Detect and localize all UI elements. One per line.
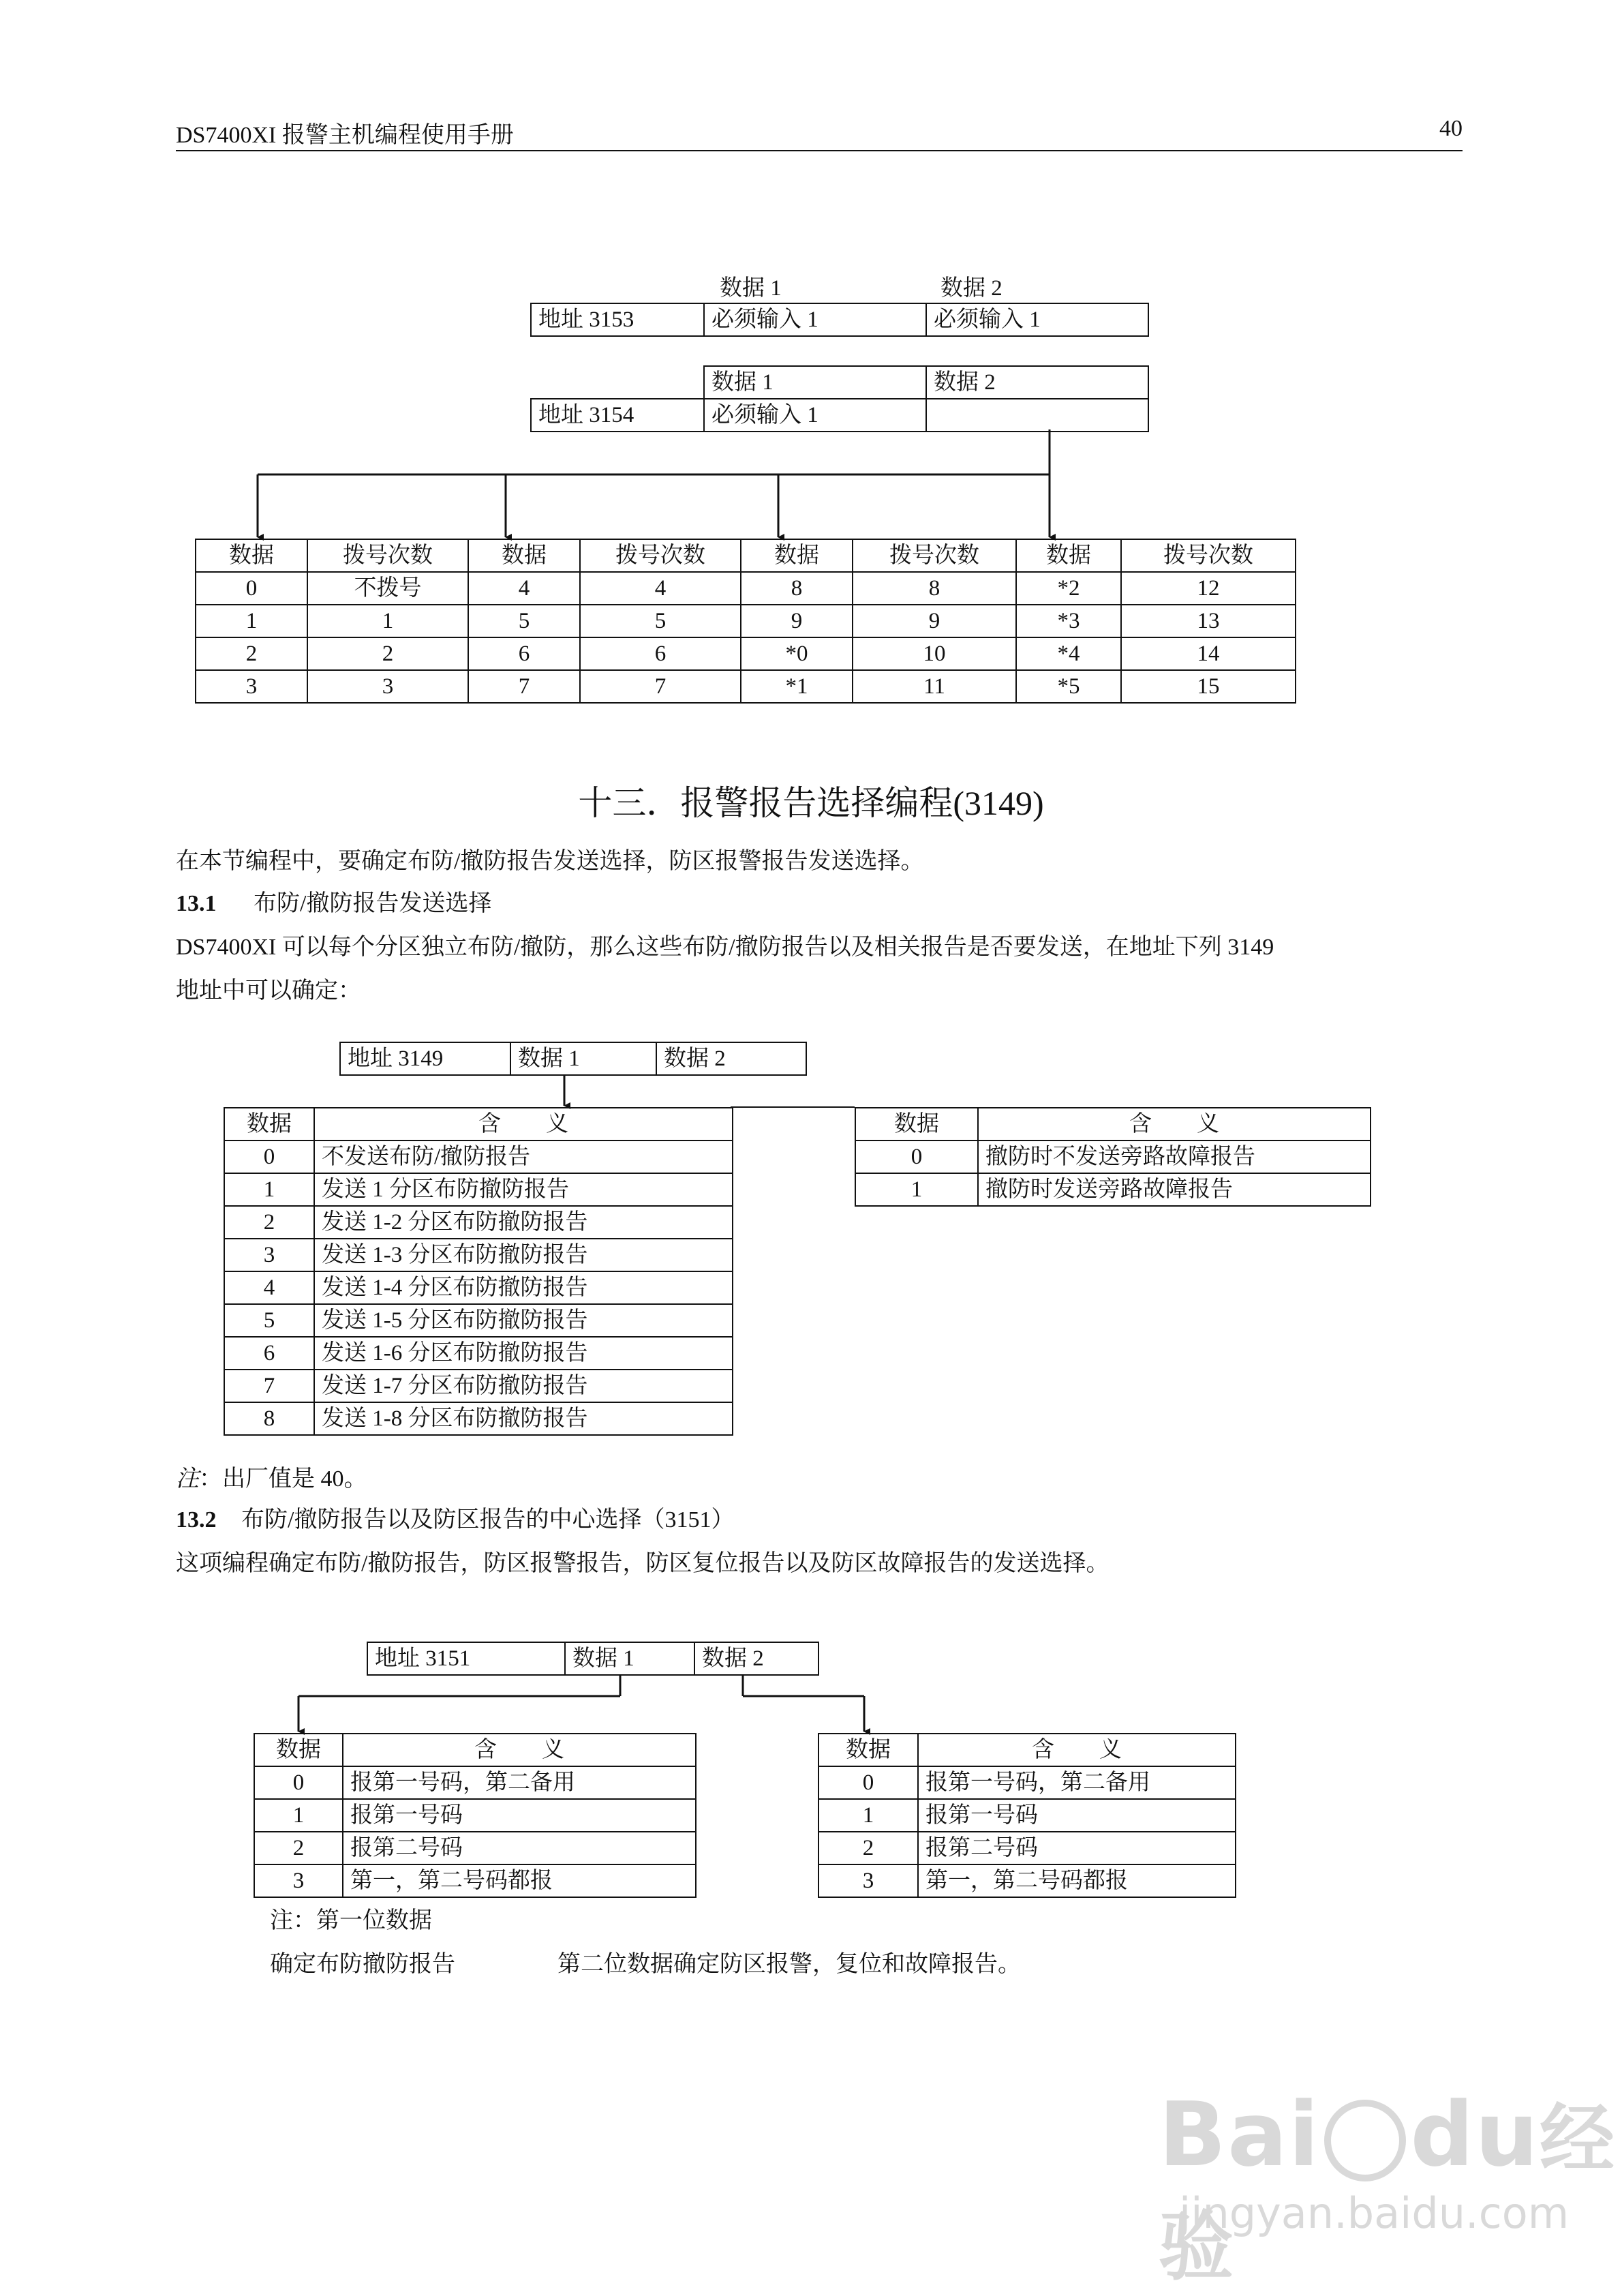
table-cell: 报第一号码，第二备用 (918, 1766, 1236, 1799)
table-cell: 8 (224, 1402, 314, 1435)
table-cell: *2 (1016, 572, 1121, 605)
table-cell: 5 (580, 605, 741, 637)
note2-line2b: 第二位数据确定防区报警，复位和故障报告。 (557, 1952, 1021, 1977)
table-cell: 2 (254, 1832, 343, 1864)
table-cell: 15 (1121, 670, 1296, 703)
note2-line2a: 确定布防撤防报告 (270, 1952, 455, 1977)
table-row (818, 1864, 1236, 1897)
table-row (254, 1799, 696, 1832)
table-cell: *3 (1016, 605, 1121, 637)
note1-text: ：出厂值是 40。 (199, 1466, 367, 1492)
table-cell: 4 (580, 572, 741, 605)
addr3154-col2-label: 数据 2 (926, 366, 1148, 399)
table-cell: 3 (254, 1864, 343, 1897)
addr3153-col1-label: 数据 1 (720, 276, 782, 301)
table-cell: 2 (307, 637, 468, 670)
subsection-2-paragraph: 这项编程确定布防/撤防报告，防区报警报告，防区复位报告以及防区故障报告的发送选择。 (176, 1551, 1110, 1576)
subsection-1-paragraph-line1: DS7400XI 可以每个分区独立布防/撤防，那么这些布防/撤防报告以及相关报告是否要发送，在地址下列 3149 (176, 935, 1274, 960)
table-cell: 2 (224, 1206, 314, 1239)
section-title: 十三．报警报告选择编程(3149) (578, 784, 1044, 822)
table-cell: 撤防时不发送旁路故障报告 (978, 1141, 1371, 1173)
t3151b-header-meaning: 含 义 (918, 1734, 1236, 1766)
table-row (818, 1766, 1236, 1799)
paw-icon (1324, 2100, 1406, 2181)
addr3151-col2: 数据 2 (694, 1642, 818, 1675)
table-cell: 发送 1-4 分区布防撤防报告 (314, 1271, 733, 1304)
table-row (254, 1832, 696, 1864)
t3151a-header-data: 数据 (254, 1734, 343, 1766)
table-cell: 8 (741, 572, 853, 605)
subsection-2-title: 布防/撤防报告以及防区报告的中心选择（3151） (241, 1507, 735, 1532)
table-cell: 报第二号码 (343, 1832, 696, 1864)
table-cell: 10 (853, 637, 1016, 670)
addr3153-addr: 地址 3153 (531, 303, 704, 336)
table-cell: 3 (224, 1239, 314, 1271)
table-cell: 1 (307, 605, 468, 637)
table-cell: 1 (818, 1799, 918, 1832)
table-cell: 0 (196, 572, 307, 605)
note1-label: 注 (176, 1466, 199, 1492)
subsection-1-number: 13.1 (176, 891, 217, 916)
t3151b-header-row (818, 1734, 1236, 1766)
table-cell: 7 (224, 1370, 314, 1402)
section-intro: 在本节编程中，要确定布防/撤防报告发送选择，防区报警报告发送选择。 (176, 849, 924, 874)
addr3153-v1: 必须输入 1 (704, 303, 926, 336)
table-cell: 3 (196, 670, 307, 703)
table-cell: 发送 1 分区布防撤防报告 (314, 1173, 733, 1206)
baidu-watermark-logo (1159, 2079, 1622, 2295)
watermark-brand: Bai (1159, 2083, 1321, 2186)
dial-header-cell: 拨号次数 (1121, 539, 1296, 572)
table-cell: 7 (468, 670, 580, 703)
t3151a-header-meaning: 含 义 (343, 1734, 696, 1766)
table-row (254, 1864, 696, 1897)
table-cell: 4 (468, 572, 580, 605)
table-cell: *1 (741, 670, 853, 703)
t3149b-header-data: 数据 (855, 1108, 978, 1141)
table-cell: 1 (855, 1173, 978, 1206)
addr3149-addr: 地址 3149 (340, 1042, 510, 1075)
table-cell: 发送 1-2 分区布防撤防报告 (314, 1206, 733, 1239)
subsection-1-title: 布防/撤防报告发送选择 (254, 891, 492, 916)
note2-line1: 注：第一位数据 (270, 1908, 432, 1933)
table-cell: 0 (254, 1766, 343, 1799)
watermark-brand2: du (1410, 2083, 1540, 2186)
table-cell: 9 (853, 605, 1016, 637)
table-row (818, 1799, 1236, 1832)
table-cell: 报第一号码 (343, 1799, 696, 1832)
table-cell: 0 (855, 1141, 978, 1173)
table-cell: 发送 1-6 分区布防撤防报告 (314, 1337, 733, 1370)
t3151a-table (254, 1733, 697, 1898)
table-cell: 发送 1-5 分区布防撤防报告 (314, 1304, 733, 1337)
table-cell: 6 (224, 1337, 314, 1370)
table-row (818, 1832, 1236, 1864)
table-cell: 发送 1-3 分区布防撤防报告 (314, 1239, 733, 1271)
table-cell: 第一，第二号码都报 (343, 1864, 696, 1897)
table-cell: *0 (741, 637, 853, 670)
table-cell: 4 (224, 1271, 314, 1304)
table-cell: 报第一号码，第二备用 (343, 1766, 696, 1799)
table-cell: 1 (254, 1799, 343, 1832)
addr3153-v2: 必须输入 1 (926, 303, 1148, 336)
table-cell: *4 (1016, 637, 1121, 670)
table-cell: 2 (818, 1832, 918, 1864)
addr3153-col2-label: 数据 2 (940, 276, 1003, 301)
table-cell: 9 (741, 605, 853, 637)
table-row (254, 1766, 696, 1799)
table-cell: 5 (468, 605, 580, 637)
table-cell: 14 (1121, 637, 1296, 670)
addr3149-col1: 数据 1 (510, 1042, 656, 1075)
t3149a-header-data: 数据 (224, 1108, 314, 1141)
table-cell: 3 (818, 1864, 918, 1897)
table-cell: 8 (853, 572, 1016, 605)
subsection-1-paragraph-line2: 地址中可以确定： (176, 978, 361, 1003)
table-cell: 3 (307, 670, 468, 703)
table-cell: 不拨号 (307, 572, 468, 605)
dial-header-cell: 数据 (196, 539, 307, 572)
t3149b-header-meaning: 含 义 (978, 1108, 1371, 1141)
dial-header-cell: 拨号次数 (853, 539, 1016, 572)
addr3154-v1: 必须输入 1 (704, 399, 926, 432)
dial-header-cell: 数据 (741, 539, 853, 572)
addr3149-col2: 数据 2 (656, 1042, 806, 1075)
table-cell: 0 (224, 1141, 314, 1173)
addr3154-col1-label: 数据 1 (704, 366, 926, 399)
t3151b-table (818, 1733, 1236, 1898)
table-cell: 7 (580, 670, 741, 703)
table-cell: 撤防时发送旁路故障报告 (978, 1173, 1371, 1206)
table-cell: 1 (224, 1173, 314, 1206)
dial-header-cell: 数据 (1016, 539, 1121, 572)
table-cell: 报第二号码 (918, 1832, 1236, 1864)
table-cell: 第一，第二号码都报 (918, 1864, 1236, 1897)
table-cell: 2 (196, 637, 307, 670)
watermark-url: jingyan.baidu.com (1179, 2188, 1570, 2238)
table-cell: 发送 1-8 分区布防撤防报告 (314, 1402, 733, 1435)
subsection-2-number: 13.2 (176, 1507, 217, 1532)
table-cell: 不发送布防/撤防报告 (314, 1141, 733, 1173)
table-cell: 0 (818, 1766, 918, 1799)
table-cell: 12 (1121, 572, 1296, 605)
table-cell: 发送 1-7 分区布防撤防报告 (314, 1370, 733, 1402)
table-cell: 13 (1121, 605, 1296, 637)
dial-header-cell: 拨号次数 (307, 539, 468, 572)
addr3151-col1: 数据 1 (565, 1642, 694, 1675)
t3151b-header-data: 数据 (818, 1734, 918, 1766)
table-cell: 6 (580, 637, 741, 670)
dial-header-cell: 拨号次数 (580, 539, 741, 572)
table-cell: 11 (853, 670, 1016, 703)
t3149a-header-meaning: 含 义 (314, 1108, 733, 1141)
table-cell: 5 (224, 1304, 314, 1337)
table-cell: 1 (196, 605, 307, 637)
watermark-jingyan: 经验 (1159, 2096, 1616, 2291)
table-cell: 6 (468, 637, 580, 670)
header-title: DS7400XI 报警主机编程使用手册 (176, 123, 514, 148)
page-number: 40 (1439, 116, 1463, 141)
addr3151-addr: 地址 3151 (367, 1642, 565, 1675)
t3151a-header-row (254, 1734, 696, 1766)
table-cell: 报第一号码 (918, 1799, 1236, 1832)
table-cell: *5 (1016, 670, 1121, 703)
addr3154-addr: 地址 3154 (531, 399, 704, 432)
dial-header-cell: 数据 (468, 539, 580, 572)
